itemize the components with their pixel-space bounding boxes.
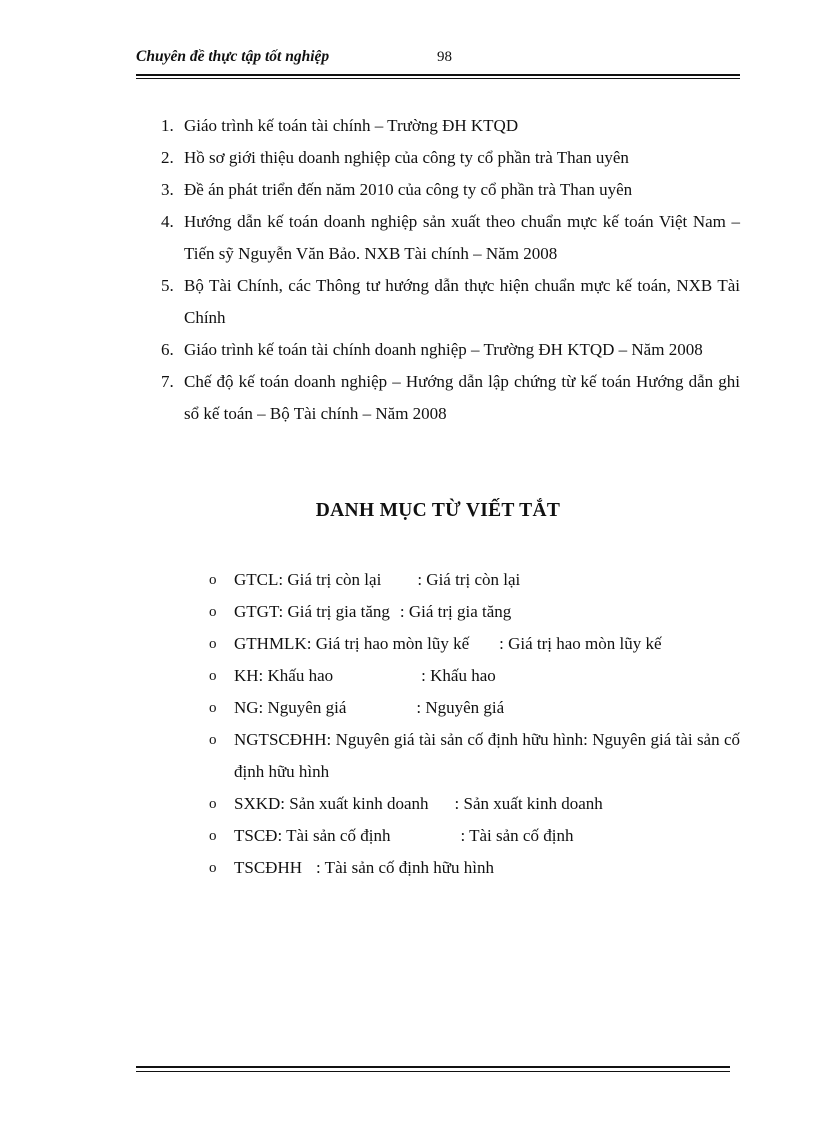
abbreviation-term: NG: Nguyên giá [234,698,347,717]
page-number: 98 [437,49,452,65]
abbreviation-term: NGTSCĐHH: Nguyên giá tài sản cố định hữu hình [234,730,584,749]
abbreviation-term: KH: Khấu hao [234,666,334,685]
abbreviation-meaning: : Nguyên giá [416,698,505,717]
reference-number: 6. [161,340,174,359]
abbreviation-term: TSCĐ: Tài sản cố định [234,826,391,845]
bullet-icon: o [209,604,217,620]
reference-item [136,174,740,206]
reference-item [136,142,740,174]
abbreviation-meaning: : Sản xuất kinh doanh [454,794,603,813]
reference-number: 1. [161,116,174,135]
footer-rule-bottom [136,1071,730,1072]
abbreviation-term: GTGT: Giá trị gia tăng [234,602,390,621]
footer-rule-top [136,1066,730,1068]
abbreviation-term: GTCL: Giá trị còn lại [234,570,382,589]
abbreviation-meaning: : Tài sản cố định [460,826,574,845]
header-rule-bottom [136,78,740,79]
abbreviation-item [200,852,740,884]
bullet-icon: o [209,700,217,716]
reference-text: Đề án phát triển đến năm 2010 của công ty cổ phần trà Than uyên [184,180,633,199]
abbreviation-item [200,820,740,852]
abbreviations-heading: DANH MỤC TỪ VIẾT TẮT [315,500,561,521]
header-rule-top [136,74,740,76]
abbreviation-term: TSCĐHH [234,858,303,877]
abbreviation-item [200,724,740,788]
page-header [136,48,740,70]
reference-item [136,206,740,270]
abbreviation-term: SXKD: Sản xuất kinh doanh [234,794,429,813]
reference-text: Hướng dẫn kế toán doanh nghiệp sản xuất theo chuẩn mực kế toán Việt Nam – Tiến sỹ Nguyễn Văn Bảo. NXB Tài chính – Năm 2008 [184,212,740,263]
abbreviations-list [200,564,740,884]
reference-number: 3. [161,180,174,199]
reference-number: 5. [161,276,174,295]
reference-number: 4. [161,212,174,231]
references-list [136,110,740,430]
abbreviation-meaning: : Khấu hao [421,666,496,685]
reference-item [136,270,740,334]
bullet-icon: o [209,828,217,844]
reference-item [136,366,740,430]
abbreviation-item [200,660,740,692]
reference-item [136,334,740,366]
reference-text: Giáo trình kế toán tài chính doanh nghiệp – Trường ĐH KTQD – Năm 2008 [184,340,703,359]
bullet-icon: o [209,572,217,588]
abbreviation-item [200,628,740,660]
bullet-icon: o [209,796,217,812]
reference-text: Bộ Tài Chính, các Thông tư hướng dẫn thực hiện chuẩn mực kế toán, NXB Tài Chính [184,276,740,327]
reference-number: 7. [161,372,174,391]
reference-text: Giáo trình kế toán tài chính – Trường ĐH KTQD [184,116,519,135]
abbreviation-item [200,564,740,596]
abbreviation-meaning: : Nguyên giá tài sản cố định hữu hình [234,730,741,781]
abbreviation-meaning: : Giá trị gia tăng [399,602,512,621]
reference-text: Hồ sơ giới thiệu doanh nghiệp của công ty cổ phần trà Than uyên [184,148,629,167]
bullet-icon: o [209,860,217,876]
abbreviation-term: GTHMLK: Giá trị hao mòn lũy kế [234,634,470,653]
bullet-icon: o [209,668,217,684]
abbreviation-item [200,692,740,724]
abbreviation-meaning: : Giá trị còn lại [417,570,521,589]
abbreviation-meaning: : Tài sản cố định hữu hình [316,858,494,877]
reference-item [136,110,740,142]
reference-number: 2. [161,148,174,167]
bullet-icon: o [209,636,217,652]
bullet-icon: o [209,732,217,748]
reference-text: Chế độ kế toán doanh nghiệp – Hướng dẫn lập chứng từ kế toán Hướng dẫn ghi sổ kế toán – Bộ Tài chính – Năm 2008 [184,372,740,423]
abbreviation-item [200,596,740,628]
abbreviation-item [200,788,740,820]
abbreviation-meaning: : Giá trị hao mòn lũy kế [499,634,662,653]
document-title: Chuyên đề thực tập tốt nghiệp [136,48,330,65]
